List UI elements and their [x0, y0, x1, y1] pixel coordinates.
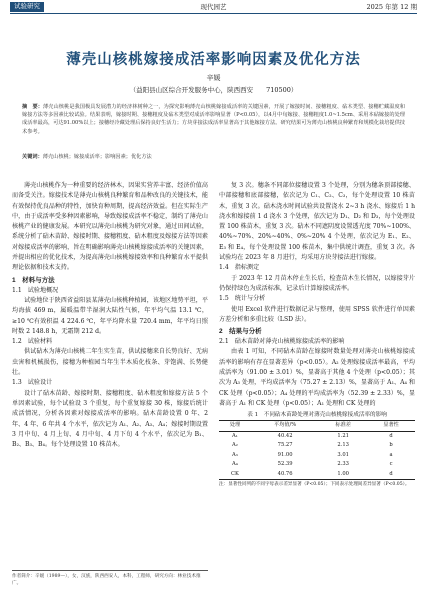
paper-title: 薄壳山核桃嫁接成活率影响因素及优化方法: [66, 52, 361, 68]
table-note: 注：显著性同列的不同字母表示差异显著（P<0.05）；下同表示处理间差异显著（P<0.05）。: [219, 482, 410, 488]
subsection-heading: 1.1 试验地概况: [12, 286, 59, 294]
table-cell: b: [389, 442, 393, 449]
table-cell: a: [389, 451, 393, 458]
body-paragraph: 供试砧木为薄壳山核桃二年生实生苗，供试接穗来自长势良好、无病虫害和机械损伤，接穗为种植园当年生半木质化枝条、芽饱满、长势健壮。: [12, 348, 208, 377]
table-cell: 2.33: [337, 461, 349, 468]
table-cell: A₁: [232, 432, 238, 439]
author-name: 辛媛: [206, 74, 221, 82]
table-header-cell: 显著性: [367, 421, 415, 432]
table-cell: A₄: [232, 461, 238, 468]
table-cell: d: [367, 470, 415, 480]
subsection-heading: 1.4 指标测定: [219, 264, 260, 272]
table-cell: 75.27: [277, 442, 293, 449]
body-paragraph: 设计了砧木苗龄、嫁接时期、接穗粗度、砧木粗度和嫁接方法 5 个单因素试验，每个试验设 3 个重复，每个重复嫁接 30 株，嫁接后统计成活情况，分析各因素对嫁接成活率的影响。砧木苗龄设置 0 年、2 年、4 年、6 年共 4 个水平，依次记为 A₁、A₂、A₃、A₄；嫁接时期设置 3 月中旬、4 月上旬、4 月中旬、4 月下旬 4 个水平，依次记为 B₁、B₂、B₃、B₄。每个处理设置 10 株苗木。: [12, 389, 208, 449]
left-column: [12, 181, 208, 450]
author-affiliation: （益阳县山区综合开发服务中心，陕西西安 710500）: [129, 86, 298, 94]
table-cell: 40.42: [277, 432, 293, 439]
table-cell: c: [389, 461, 393, 468]
subsection-heading: 2.1 砧木苗龄对薄壳山核桃嫁接成活率的影响: [219, 338, 345, 346]
author-footnote: 作者简介：辛媛（1989—），女，汉族，陕西西安人，本科，工程师，研究方向：林业技术推广。: [12, 570, 208, 587]
table-cell: 52.39: [277, 461, 293, 468]
keywords: [22, 153, 405, 161]
table-header-row: [219, 421, 415, 432]
table-cell: 2.13: [337, 442, 349, 449]
table-row: [219, 451, 415, 461]
intro-paragraph: 薄壳山核桃作为一种重要的经济林木，因果实营养丰富、经济价值高而备受关注。嫁接技术是薄壳山核桃良种繁育和品种改良的关键技术，能有效保持优良品种的特性，加快育种周期，提高经济效益。但在实际生产中，由于成活率受多种因素影响，导致嫁接成活率不稳定，制约了薄壳山核桃产业的健康发展。本研究以薄壳山核桃为研究对象，通过田间试验，系统分析了砧木苗龄、嫁接时期、接穗粗度、砧木粗度及嫁接方法等因素对嫁接成活率的影响，旨在明确影响薄壳山核桃嫁接成活率的关键因素，并提出相应的优化技术，为提高薄壳山核桃嫁接效率和良种繁育水平提供理论依据和技术支持。: [12, 182, 208, 272]
subsection-heading: 1.2 试验材料: [12, 338, 53, 346]
body-paragraph: 由表 1 可知，不同砧木苗龄在嫁接时数量处理对薄壳山核桃嫁接成活率的影响有存在显著差异（p<0.05）。A₂ 处理嫁接成活率最高，平均成活率为（91.00 ± 3.01）%，显著高于其他 4 个处理（p<0.05）；其次为 A₃ 处理，平均成活率为（75.27 ± 2.13）%，显著高于 A₁、A₄ 和 CK 处理（p<0.05）；A₄ 处理的平均成活率为（52.39 ± 2.33）%，显著高于 A₁ 和 CK 处理（p<0.05）；A₁ 处理和 CK 处理的: [219, 348, 415, 407]
table-cell: 91.00: [277, 451, 293, 458]
table-row: [219, 441, 415, 451]
table-row: [219, 431, 415, 441]
keywords-label: 关键词：: [22, 154, 43, 160]
table-header-cell: 标准差: [319, 421, 367, 432]
body-paragraph: 于 2023 年 12 月苗木停止生长后，检查苗木生长情况，以嫁接芽片仍保持绿色为成活标准，记录后计算嫁接成活率。: [219, 274, 415, 292]
table-cell: A₂: [232, 442, 238, 449]
keywords-text: 薄壳山核桃；嫁接成活率；影响因素；优化方法: [42, 154, 152, 160]
table-cell: 3.01: [337, 451, 349, 458]
body-paragraph: 复 3 次。穗条不同部位接穗设置 3 个处理，分别为穗条顶部接穗、中部接穗和底部接穗，依次记为 C₁、C₂、C₃，每个处理设置 10 株苗木，重复 3 次。砧木浇水时间试验共设置浇水 2~3 h 浇水、嫁接后 1 h 浇水和嫁接前 1 d 浇水 3 个处理，依次记为 D₁、D₂ 和 D₃，每个处理设置 100 株苗木，重复 3 次。砧木不同遮阴度设置透光度 70%~100%、40%~70%、20%~40%、0%~20% 4 个处理，依次记为 E₁、E₂、E₃ 和 E₄，每个处理设置 100 株苗木，集中供统计调查，重复 3 次。各试验均在 2023 年 8 月进行，均采用方块芽接法进行嫁接。: [219, 182, 415, 262]
table-cell: 1.21: [337, 432, 349, 439]
table-cell: 40.76: [251, 470, 319, 480]
abstract-label: 摘 要：: [22, 104, 43, 110]
page-header: [0, 0, 427, 12]
header-rule: [10, 13, 417, 14]
right-column: [219, 181, 415, 488]
table-header-cell: 处理: [219, 421, 251, 432]
issue-number: 2025 年第 12 期: [366, 3, 417, 11]
table-cell: 1.00: [319, 470, 367, 480]
body-paragraph: 使用 Excel 软件进行数据记录与整理，使用 SPSS 软件进行单因素方差分析和多重比较（LSD 法）。: [219, 305, 415, 323]
section-heading: 2 结果与分析: [219, 328, 262, 336]
subsection-heading: 1.3 试验设计: [12, 379, 53, 387]
body-paragraph: 试验地位于陕西省益阳县某薄壳山核桃种植园，该地区地势平坦，平均海拔 469 m，属暖温带半湿润大陆性气候，年平均气温 13.1 ℃，≥10 ℃有效积温 4 224.6 ℃，年平均降水量 720.4 mm，年平均日照时数 2 148.8 h，无霜期 212 d。: [12, 296, 208, 335]
table-caption: 表 1 不同砧木苗龄处理对薄壳山核桃嫁接成活率的影响: [247, 412, 387, 419]
section-tag: 试验研究: [10, 2, 44, 12]
subsection-heading: 1.5 统计与分析: [219, 295, 266, 303]
abstract-text: 薄壳山核桃是我国极具发展潜力的经济林树种之一，为探究影响薄壳山核桃嫁接成活率的关键因素，开展了嫁接时间、接穗粗度、砧木类型、接穗贮藏温度和嫁接方法等多因素比较试验。结果表明，嫁接时期、接穗粗度及砧木类型对成活率影响显著（P<0.05），以4月中旬嫁接、接穗粗度1.0~1.5cm、采用本砧嫁接的处理成活率最高，可达91.00%以上；接穗经冷藏处理后保持良好生活力；方块芽接法成活率显著高于其他嫁接方法。研究结果可为薄壳山核桃良种繁育和规模化栽培提供技术参考。: [22, 104, 405, 135]
table-header-cell: 平均值/%: [251, 421, 319, 432]
table-cell: CK: [219, 470, 251, 480]
section-heading: 1 材料与方法: [12, 276, 55, 284]
abstract: [22, 103, 405, 136]
table-cell: d: [389, 432, 393, 439]
table-cell: A₃: [232, 451, 238, 458]
table-row: [219, 470, 415, 480]
table-row: [219, 460, 415, 470]
journal-name: 现代园艺: [200, 3, 227, 11]
results-table: [219, 420, 415, 480]
